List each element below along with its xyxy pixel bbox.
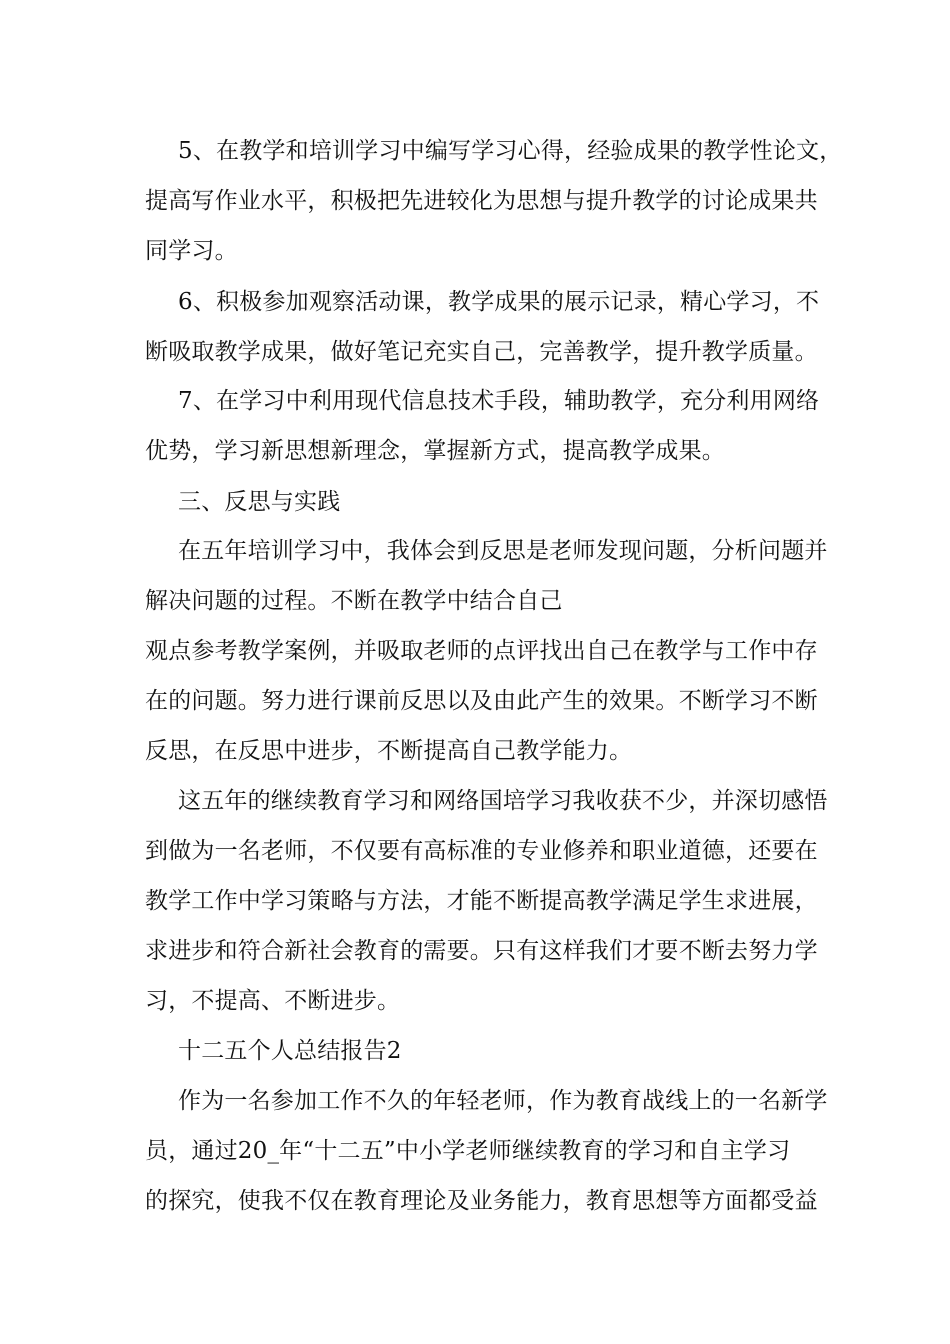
paragraph-line: 到做为一名老师，不仅要有高标准的专业修养和职业道德，还要在 — [145, 838, 818, 864]
paragraph-line: 断吸取教学成果，做好笔记充实自己，完善教学，提升教学质量。 — [145, 339, 818, 365]
section-heading: 三、反思与实践 — [178, 489, 341, 515]
paragraph-line: 同学习。 — [145, 238, 238, 264]
paragraph-line: 求进步和符合新社会教育的需要。只有这样我们才要不断去努力学 — [145, 938, 818, 964]
paragraph-line: 7、在学习中利用现代信息技术手段，辅助教学，充分利用网络 — [178, 388, 820, 414]
paragraph-line: 教学工作中学习策略与方法，才能不断提高教学满足学生求进展， — [145, 888, 818, 914]
paragraph-line: 作为一名参加工作不久的年轻老师，作为教育战线上的一名新学 — [178, 1088, 828, 1114]
paragraph-line: 优势，学习新思想新理念，掌握新方式，提高教学成果。 — [145, 438, 725, 464]
paragraph-line: 解决问题的过程。不断在教学中结合自己 — [145, 588, 563, 614]
paragraph-line: 这五年的继续教育学习和网络国培学习我收获不少，并深切感悟 — [178, 788, 828, 814]
paragraph-line: 习，不提高、不断进步。 — [145, 988, 401, 1014]
paragraph-line: 员，通过20_年“十二五”中小学老师继续教育的学习和自主学习 — [145, 1138, 791, 1164]
paragraph-line: 提高写作业水平，积极把先进较化为思想与提升教学的讨论成果共 — [145, 188, 818, 214]
paragraph-line: 反思，在反思中进步，不断提高自己教学能力。 — [145, 738, 633, 764]
paragraph-line: 的探究，使我不仅在教育理论及业务能力，教育思想等方面都受益 — [145, 1188, 818, 1214]
section-heading: 十二五个人总结报告2 — [178, 1038, 402, 1064]
paragraph-line: 5、在教学和培训学习中编写学习心得，经验成果的教学性论文， — [178, 138, 843, 164]
paragraph-line: 在五年培训学习中，我体会到反思是老师发现问题，分析问题并 — [178, 538, 828, 564]
paragraph-line: 在的问题。努力进行课前反思以及由此产生的效果。不断学习不断 — [145, 688, 818, 714]
paragraph-line: 观点参考教学案例，并吸取老师的点评找出自己在教学与工作中存 — [145, 638, 818, 664]
paragraph-line: 6、积极参加观察活动课，教学成果的展示记录，精心学习，不 — [178, 289, 820, 315]
